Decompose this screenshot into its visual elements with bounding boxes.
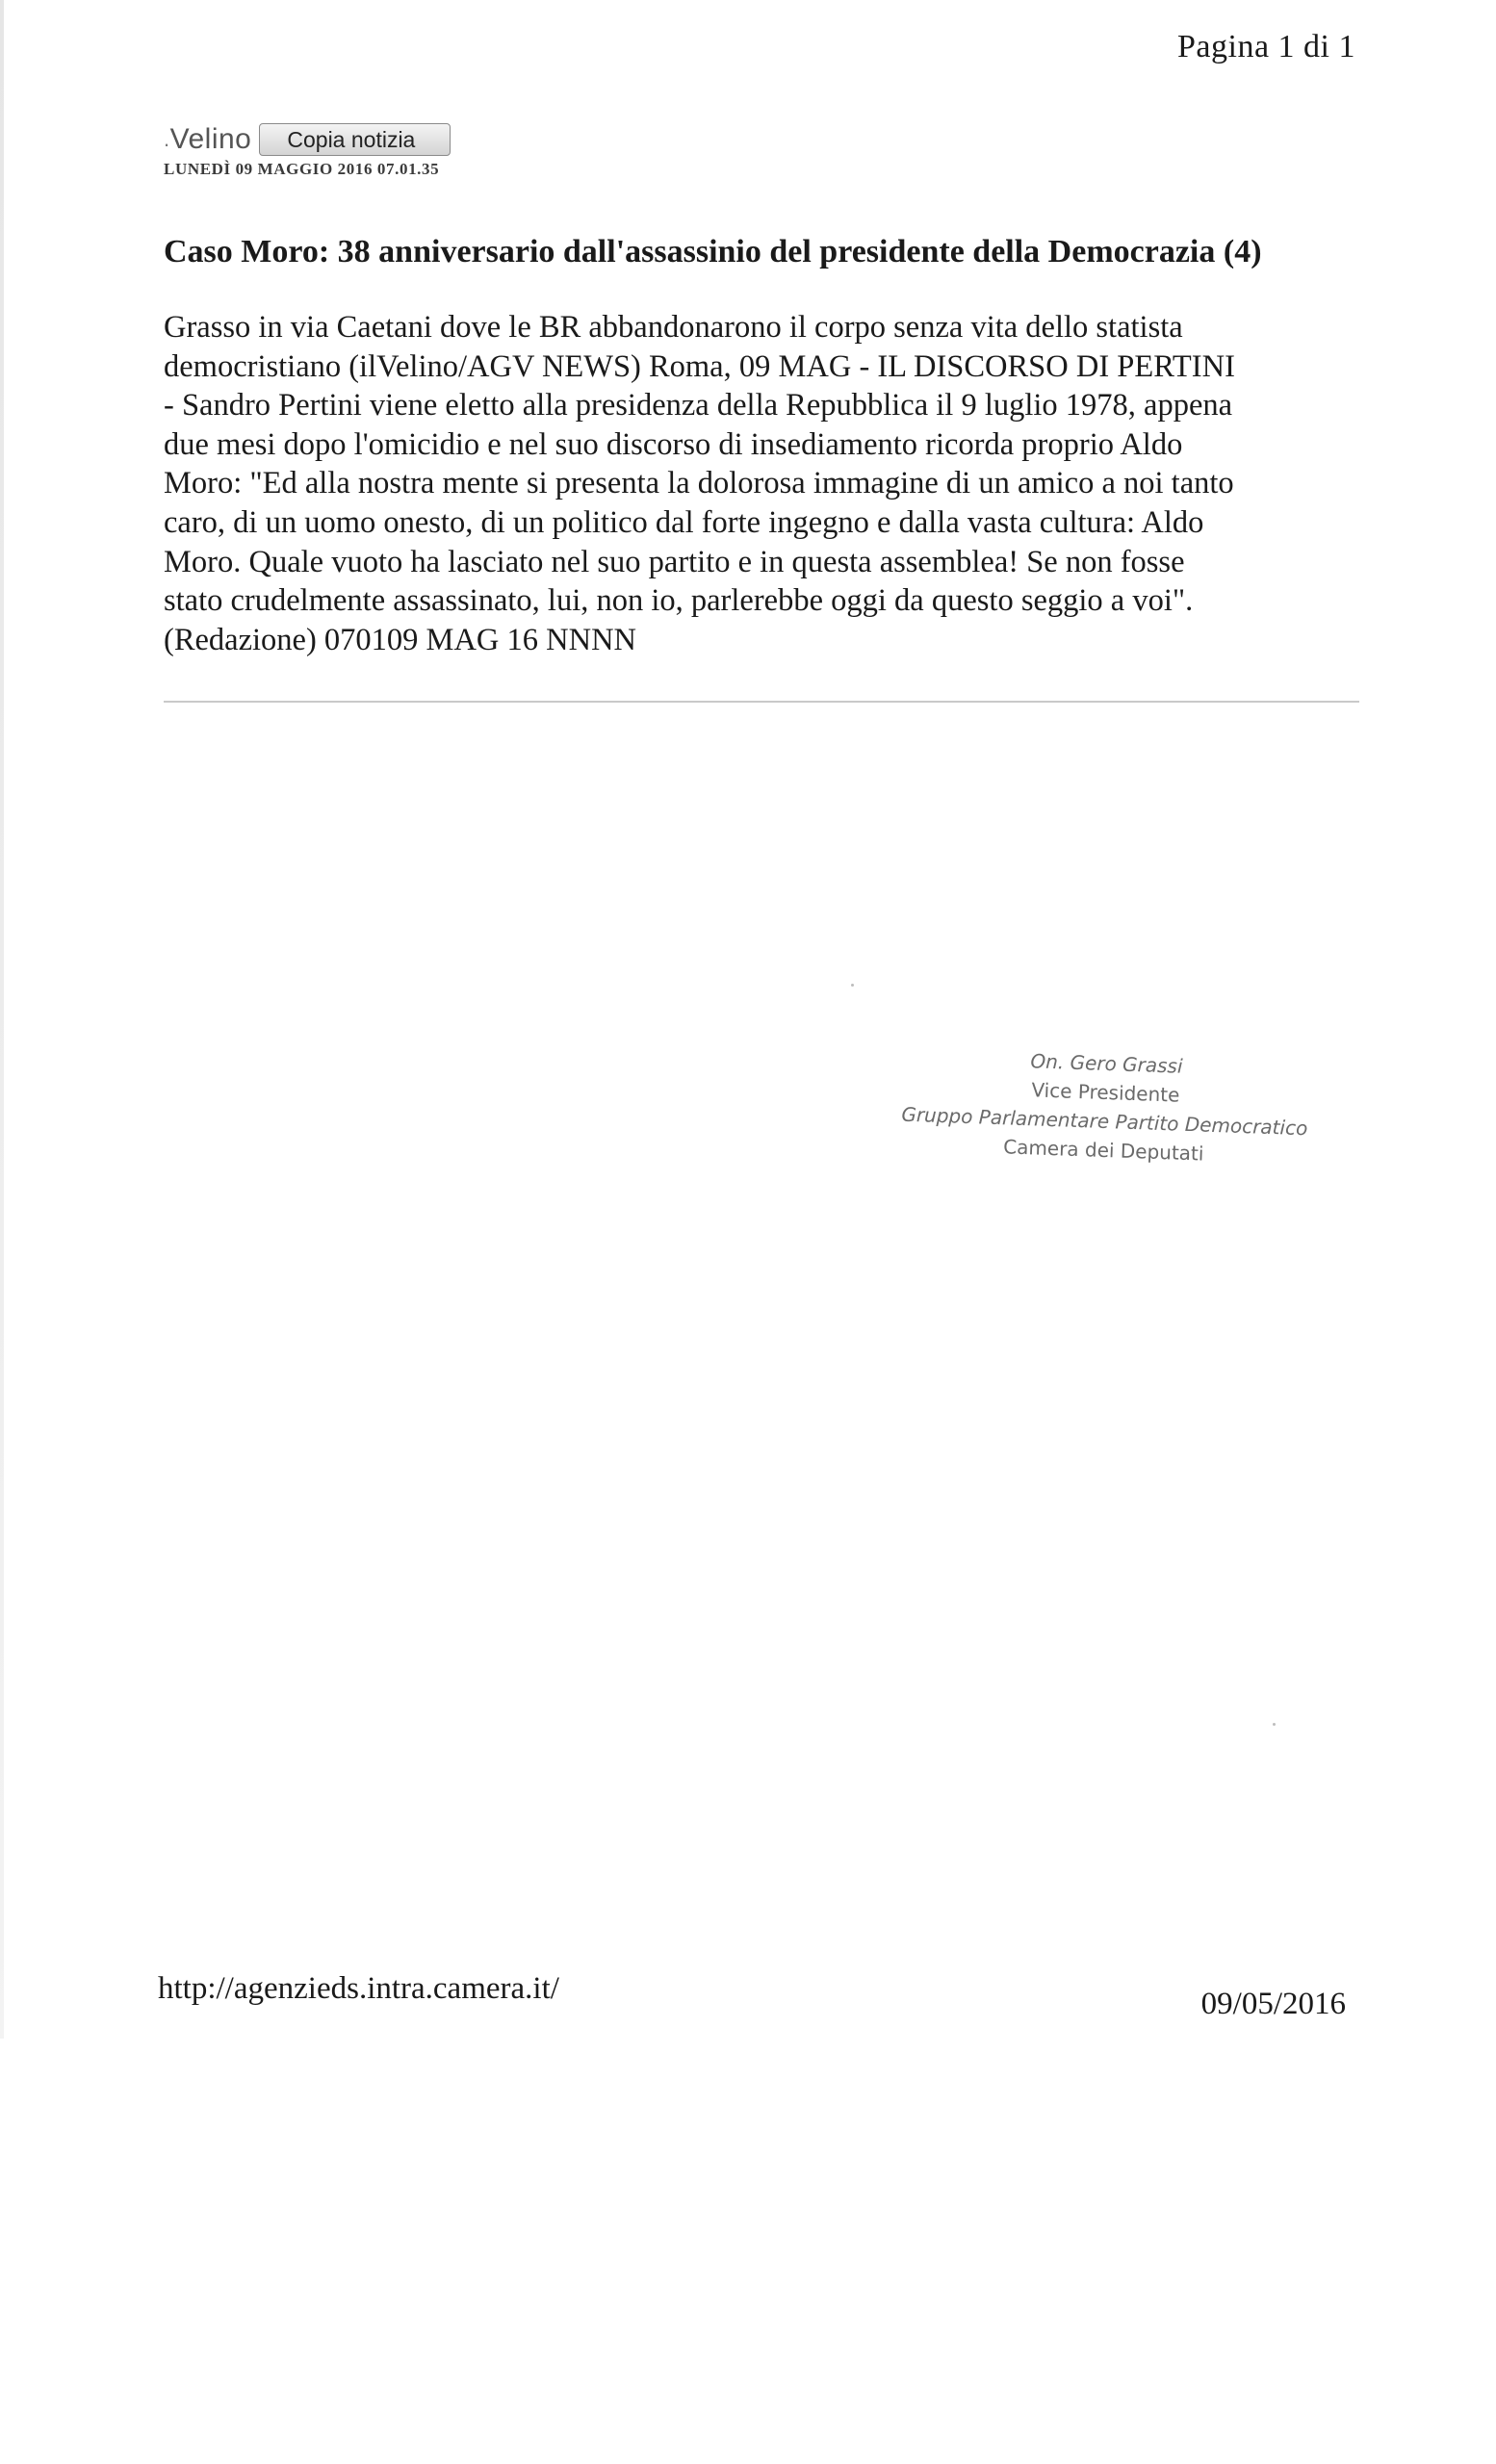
article-body-line: - Sandro Pertini viene eletto alla presidenza della Repubblica il 9 luglio 1978, appena: [164, 388, 1233, 424]
velino-logo-text: Velino: [169, 123, 252, 155]
article-body-line: Grasso in via Caetani dove le BR abbandonarono il corpo senza vita dello statista: [164, 310, 1183, 345]
article-body-line: Moro. Quale vuoto ha lasciato nel suo partito e in questa assemblea! Se non fosse: [164, 544, 1185, 579]
separator-rule: [164, 701, 1359, 703]
article-body-line: democristiano (ilVelino/AGV NEWS) Roma, 09 MAG - IL DISCORSO DI PERTINI: [164, 348, 1235, 384]
scan-edge: [0, 0, 4, 2039]
footer-url: http://agenzieds.intra.camera.it/: [158, 1971, 559, 2006]
news-dateline: LUNEDÌ 09 MAGGIO 2016 07.01.35: [164, 160, 440, 178]
footer-date: 09/05/2016: [1200, 1987, 1346, 2021]
stamp-name: On. Gero Grassi: [1030, 1049, 1183, 1078]
scan-speck: [851, 984, 854, 987]
deputy-stamp: [863, 1040, 1348, 1172]
article-body-line: due mesi dopo l'omicidio e nel suo discorso di insediamento ricorda proprio Aldo: [164, 426, 1183, 462]
article-body-line: Moro: "Ed alla nostra mente si presenta la dolorosa immagine di un amico a noi tanto: [164, 466, 1234, 501]
velino-logo-mark: .: [164, 127, 170, 151]
page-counter: Pagina 1 di 1: [1177, 29, 1355, 64]
article-body-line: caro, di un uomo onesto, di un politico dal forte ingegno e dalla vasta cultura: Aldo: [164, 504, 1204, 540]
article-body-line: (Redazione) 070109 MAG 16 NNNN: [164, 622, 637, 657]
stamp-role: Vice Presidente: [1031, 1078, 1180, 1107]
scan-speck: [1273, 1723, 1276, 1726]
agency-source-row: [164, 123, 451, 156]
stamp-group: Gruppo Parlamentare Partito Democratico: [901, 1102, 1308, 1141]
copy-news-button[interactable]: Copia notizia: [259, 123, 451, 156]
stamp-chamber: Camera dei Deputati: [1002, 1135, 1204, 1166]
article-body-line: stato crudelmente assassinato, lui, non io, parlerebbe oggi da questo seggio a voi".: [164, 583, 1194, 619]
article-body: [164, 308, 1362, 659]
agency-source: [164, 123, 451, 179]
article-headline: Caso Moro: 38 anniversario dall'assassinio del presidente della Democrazia (4): [164, 234, 1262, 270]
velino-logo: [164, 123, 251, 156]
